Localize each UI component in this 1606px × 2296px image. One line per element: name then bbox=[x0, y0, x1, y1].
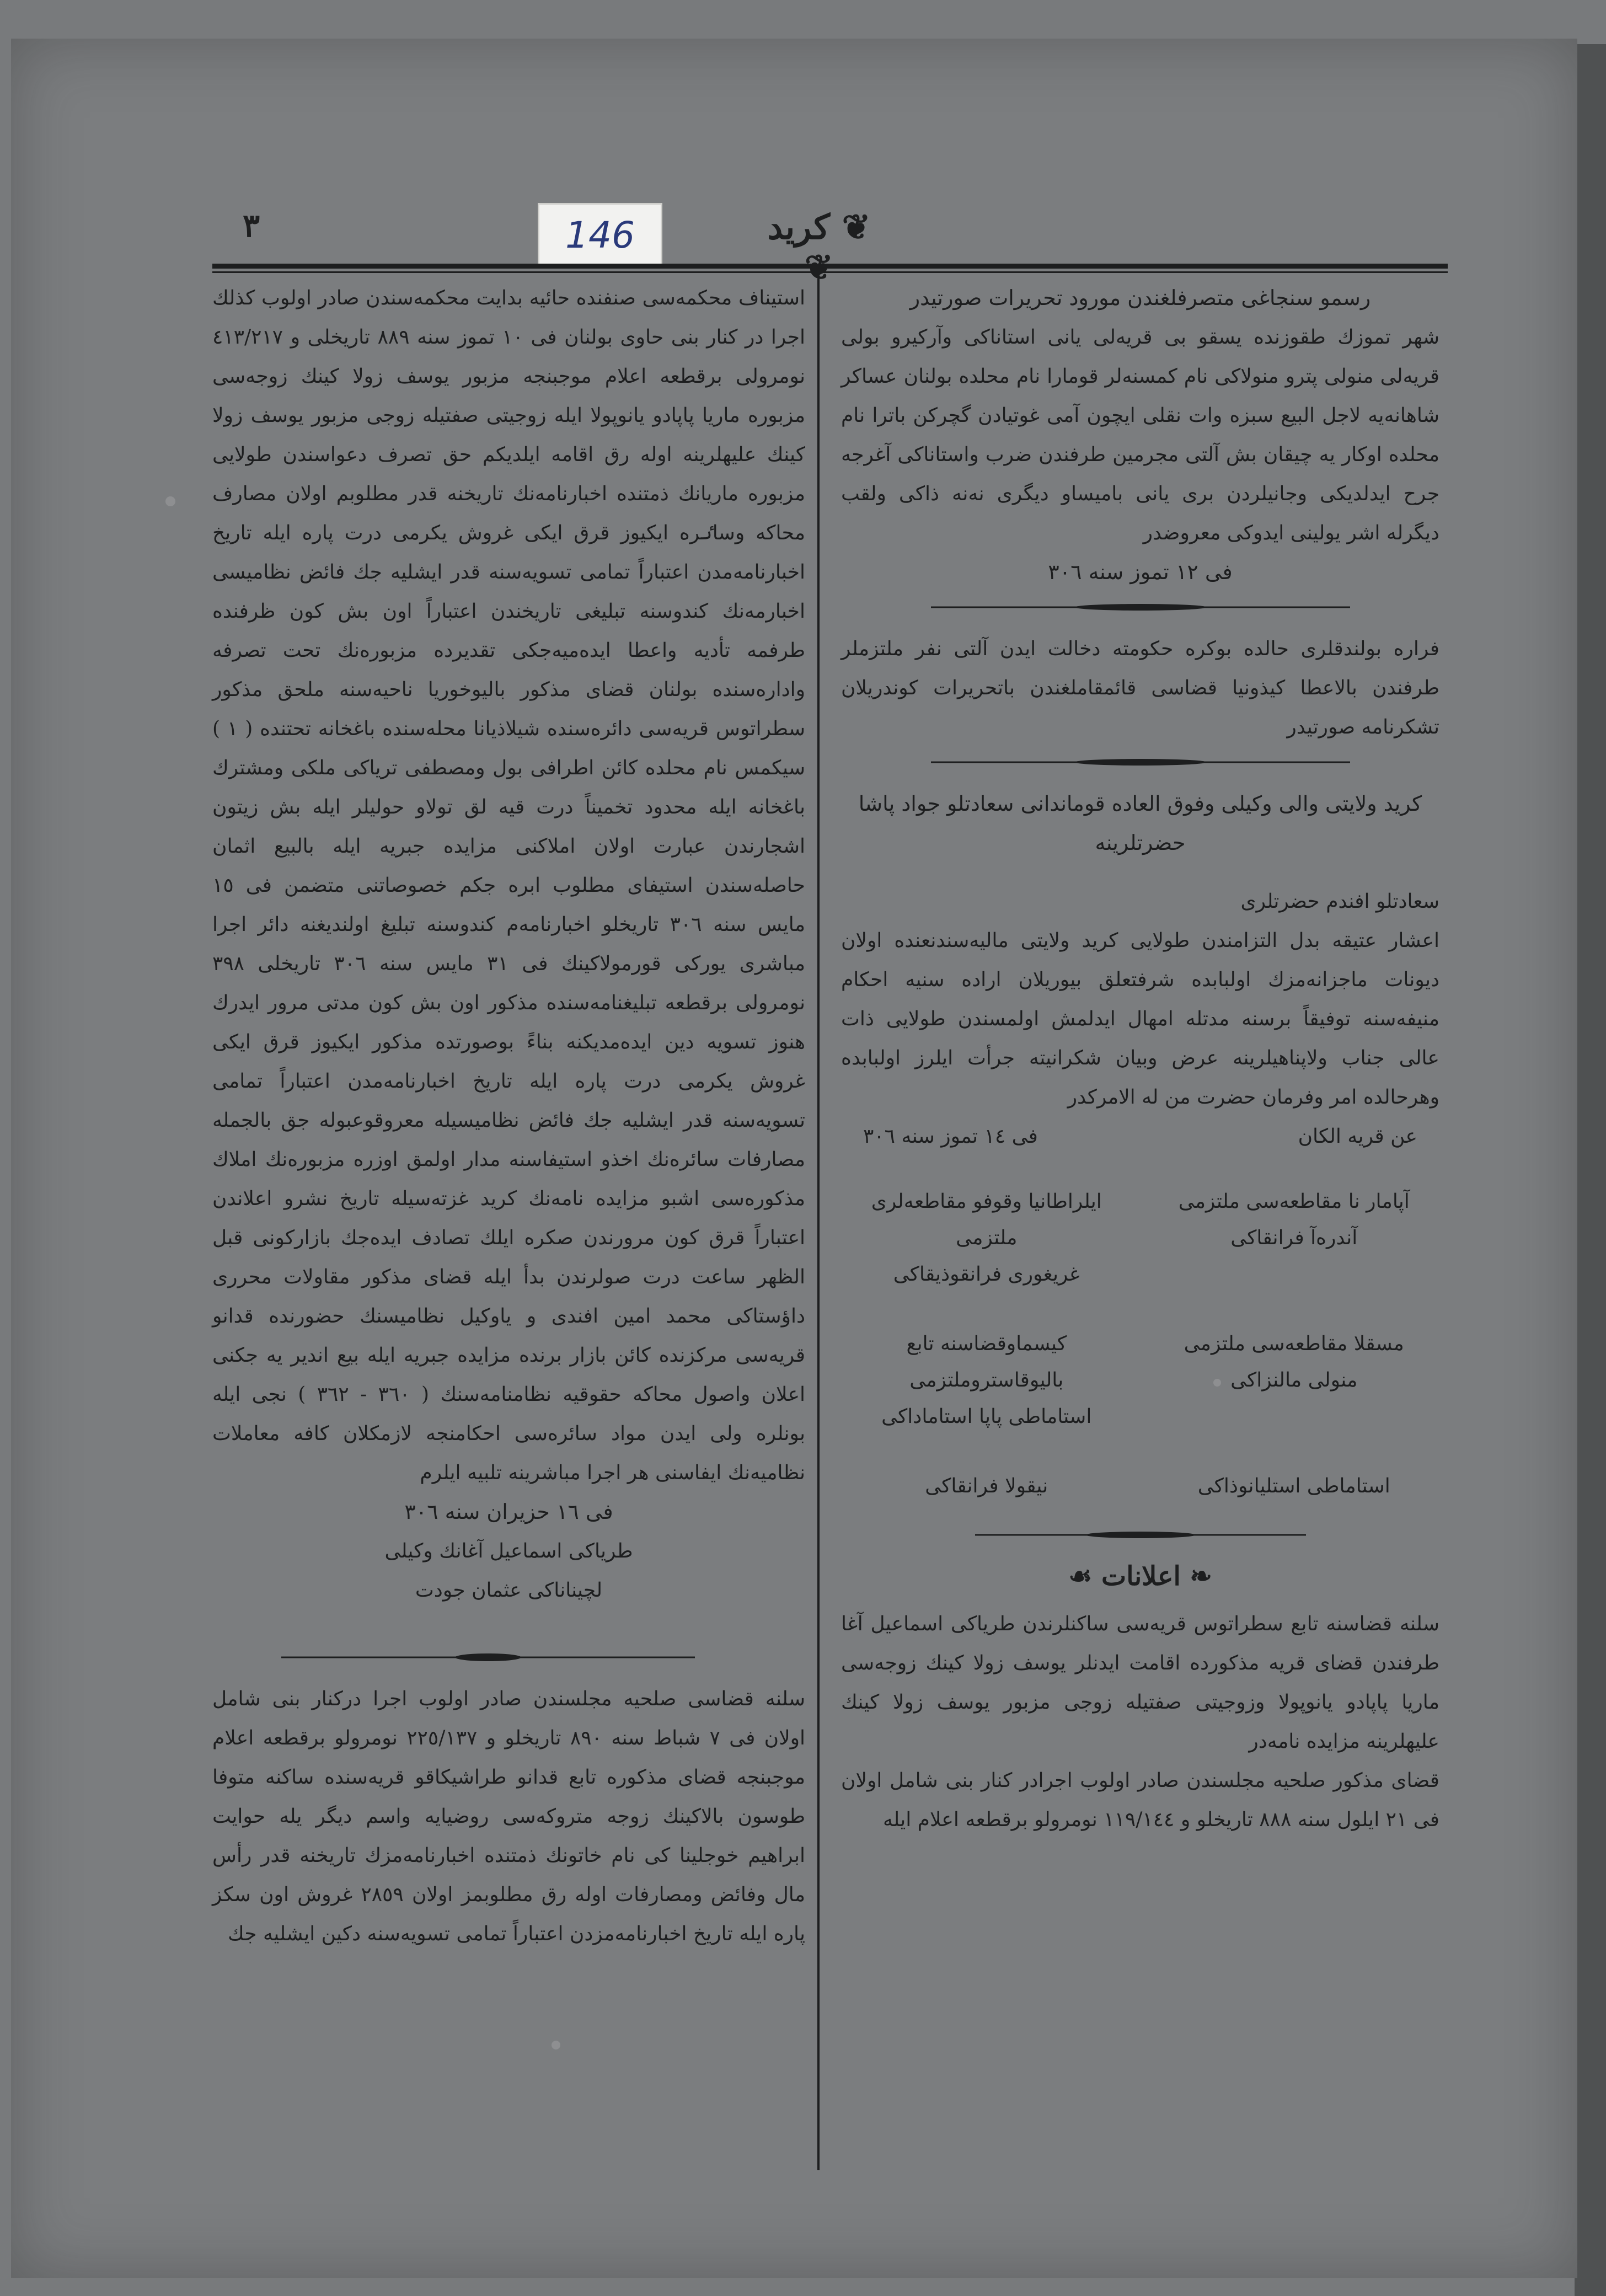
header-rule-thin bbox=[212, 271, 1448, 273]
page-number: ٣ bbox=[243, 207, 260, 244]
right-column bbox=[841, 279, 1439, 1839]
article-date: فی ١٦ حزيران سنه ٣٠٦ bbox=[404, 1500, 613, 1524]
article-body: شهر تموزك طقوزنده يسقو بی قريه‌لی يانی استاناكی وآركيرو بولی قريه‌لی منولی پترو منولاكی نام كمسنه‌لر قومارا نام محلده بولنان عساكر شاهانه‌يه لاجل البيع سبزه وات نقلی ايچون آمی غوتيادن گچركن باترا نام محلده اوكار يه چيقان بش آلتی مجرمين طرفندن ضرب واستاناكی آغرجه جرح ايدلديكی وجانيلردن بری يانی باميساو ديگری نه‌نه ذاكی ولقب ديگرله اشر يولينی ايدوكی معروضدر bbox=[841, 326, 1439, 544]
article-body: سلنه قضاسی صلحيه مجلسندن صادر اولوب اجرا دركنار بنی شامل اولان فی ٧ شباط سنه ٨٩٠ تاريخلو و ٢٢٥/١٣٧ نومرولو برقطعه اعلام موجبنجه قضای مذكوره تابع قدانو طراشيكاقو قريه‌سنده ساكنه متوفا طوسون بالاكينك زوجه متروكه‌سی روضيايه واسم ديگر يله حوايت ابراهيم خوجلينا كی نام خاتونك ذمتنده اخبارنامه‌مزك تاريخنه قدر رأس مال وفائض ومصارفات اوله رق مطلوبمز اولان ٢٨٥٩ غروش اون سكز پاره ايله تاريخ اخبارنامه‌مزدن اعتباراً تمامی تسويه‌سنه دكين ايشليه جك bbox=[212, 1688, 806, 1945]
announcement-body: سلنه قضاسنه تابع سطراتوس قريه‌سی ساكنلرندن طرياكی اسماعيل آغا طرفندن قضای قريه مذكورده اقامت ايدنلر يوسف زولا كينك زوجه‌سی ماريا پاپادو يانوپولا وزوجيتی صفتيله زوجی مزبور يوسف زولا كينك عليهلرينه مزايده نامه‌در bbox=[841, 1613, 1439, 1753]
letter-salutation: سعادتلو افندم حضرتلری bbox=[1240, 890, 1439, 913]
scan-edge bbox=[1575, 44, 1606, 2296]
stamp-number: 146 bbox=[565, 213, 635, 256]
announcements-title-text: اعلانات bbox=[1101, 1561, 1181, 1592]
signature-name: استاماطی استليانوذاكی bbox=[1197, 1475, 1390, 1497]
masthead-ornament-icon: ❦ bbox=[829, 207, 871, 247]
paper-spot bbox=[552, 2041, 560, 2049]
letter-body: اعشار عتيقه بدل التزامندن طولايی كريد ولايتی ماليه‌سندنعنده اولان ديونات ماجزانه‌مزك اولبابده شرفتعلق بيوريلان اراده سنيه احكام منيفه‌سنه توفيقاً برسنه مدتله امهال ايدلمش اولمسندن طولايی ذات عالی جناب ولاپناهيلرينه عرض وبيان شكرانيته جرأت ايلرز اولبابده وهرحالده امر وفرمان حضرت من له الامركدر bbox=[841, 929, 1439, 1109]
signature-block bbox=[841, 1468, 1132, 1505]
signature-title: طرياكی اسماعيل آغانك وكيلی bbox=[384, 1540, 633, 1562]
left-column bbox=[212, 279, 805, 1610]
letter-date: فی ١٤ تموز سنه ٣٠٦ bbox=[863, 1125, 1038, 1148]
signature-name: استاماطی پاپا استاماداكی bbox=[881, 1405, 1092, 1428]
letter-origin: عن قريه الكان bbox=[1298, 1125, 1417, 1148]
column-divider bbox=[817, 279, 820, 2170]
divider-ornament-icon bbox=[931, 757, 1350, 768]
paper-spot bbox=[165, 496, 175, 506]
signature-title: كيسماوقضاسنه تابع باليوقاستروملتزمی bbox=[906, 1332, 1067, 1391]
masthead-title bbox=[756, 207, 882, 287]
signature-name: غريغوری فرانقوذيقاكی bbox=[893, 1263, 1080, 1286]
announcements-title bbox=[841, 1557, 1439, 1596]
signature-name: لچيناناكی عثمان جودت bbox=[415, 1579, 603, 1602]
signature-block bbox=[841, 1326, 1132, 1435]
article-body: استيناف محكمه‌سی صنفنده حائيه بدايت محكمه‌سندن صادر اولوب كذلك اجرا در كنار بنی حاوی بولنان فی ١٠ تموز سنه ٨٨٩ تاريخلی و ٤١٣/٢١٧ نومرولی برقطعه اعلام موجبنجه مزبور يوسف زولا كينك زوجه‌سی مزبوره ماريا پاپادو يانوپولا ايله زوجيتی صفتيله زوجی مزبور يوسف زولا كينك عليهلرينه اوله رق اقامه ايلديكم حق تصرف دعواسندن طولايی مزبوره ماريانك ذمتنده اخبارنامه‌نك تاريخنه قدر مطلوبم اولان مصارف محاكه وساٸره ايكيوز قرق ايكی غروش يكرمی درت پاره ايله تاريخ اخبارنامه‌مدن اعتباراً تمامی تسويه‌سنه قدر ايشليه جك فائض نظاميسی اخبارمه‌نك كندوسنه تبليغی تاريخندن اعتباراً اون بش كون ظرفنده طرفمه تأديه واعطا ايده‌ميه‌جكی تقديرده مزبوره‌نك تحت تصرفه واداره‌سنده بولنان قضای مذكور باليوخوريا ناحيه‌سنه ملحق مذكور سطراتوس قريه‌سی دائره‌سنده شيلاذيانا محله‌سنده باغخانه تحتنده ( ١ ) سيكمس نام محلده كائن اطرافی بول ومصطفی ترياكی ملكی ومشترك باغخانه ايله محدود تخميناً درت قيه لق تولاو حوليلر ايله بش زيتون اشجارندن عبارت اولان املاكنی مزايده جبريه ايله بالبيع اثمان حاصله‌سندن استيفای مطلوب ابره جكم خصوصاتنی متضمن فی ١٥ مايس سنه ٣٠٦ تاريخلو اخبارنامه‌م كندوسنه تبليغ اولندیغنه دائر اجرا مباشری يوركی قورمولاكينك فی ٣١ مايس سنه ٣٠٦ تاريخلی ٣٩٨ نومرولی برقطعه تبليغنامه‌سنده مذكور اون بش كون مدتی مرور ايدرك هنوز تسويه دين ايده‌مديكنه بناءً بوصورتده مذكور ايكيوز قرق ايكی غروش يكرمی درت پاره ايله تاريخ اخبارنامه‌مدن اعتباراً تمامی تسويه‌سنه قدر ايشليه جك فائض نظاميسيله معروقوعبوله جق بالجمله مصارفات سائره‌نك اخذو استيفاسنه مدار اولمق اوزره مزبوره‌نك املاك مذكوره‌سی اشبو مزايده نامه‌نك كريد غزته‌سيله تاريخ نشرو اعلاندن اعتباراً قرق كون مرورندن صكره ايلك تصادف ايده‌جك بازاركونی قبل الظهر ساعت درت صولرندن بدأ ايله قضای مذكور مقاولات محرری داؤستاكی محمد امين افندی و ياوكيل نظاميسنك حضورنده قدانو قريه‌سی مركزنده كائن بازار برنده مزايده جبريه ايله بيع اندير يه جكنی اعلان واصول محاكه حقوقيه نظامنامه‌سنك ( ٣٦٠ - ٣٦٢ ) نجی ايله بونلره ولی ايدن مواد سائره‌سی احكامنجه لازمكلان كافه معاملات نظاميه‌نك ايفاسنی هر اجرا مباشرينه تلبيه ايلرم bbox=[212, 287, 806, 1484]
divider-ornament-icon bbox=[931, 602, 1350, 613]
header-rule bbox=[212, 264, 1448, 269]
signature-block bbox=[1149, 1326, 1440, 1435]
archive-stamp bbox=[538, 203, 662, 267]
signature-block bbox=[1149, 1468, 1440, 1505]
announcement-body: قضای مذكور صلحيه مجلسندن صادر اولوب اجرادر كنار بنی شامل اولان فی ٢١ ايلول سنه ٨٨٨ تاريخلو و ١١٩/١٤٤ نومرولو برقطعه اعلام ايله bbox=[841, 1769, 1440, 1831]
letter-addressee: كريد ولايتی والی وكيلی وفوق العاده قوماندانی سعادتلو جواد پاشا حضرتلرينه bbox=[858, 791, 1422, 855]
left-bottom-column bbox=[212, 1679, 805, 1954]
article-heading: رسمو سنجاغی متصرفلغندن مورود تحريرات صورتيدر bbox=[909, 286, 1371, 310]
article-date: فی ١٢ تموز سنه ٣٠٦ bbox=[1048, 560, 1233, 584]
signature-title: ايلراطانيا وقوفو مقاطعه‌لری ملتزمی bbox=[871, 1190, 1102, 1249]
flourish-icon: ☙ bbox=[1068, 1561, 1101, 1592]
signature-block bbox=[1149, 1184, 1440, 1293]
masthead-text: کريد bbox=[767, 207, 830, 247]
flourish-icon: ❧ bbox=[1180, 1561, 1212, 1592]
signature-block bbox=[841, 1184, 1132, 1293]
signature-grid bbox=[841, 1184, 1439, 1505]
signature-name: منولی مالنزاكی bbox=[1230, 1369, 1358, 1391]
signature-name: نيقولا فرانقاكی bbox=[925, 1475, 1048, 1497]
signature-name: آندره‌آ فرانقاكی bbox=[1230, 1227, 1358, 1249]
divider-ornament-icon bbox=[281, 1652, 695, 1663]
article-body: فراره بولندقلری حالده بوكره حكومته دخالت ايدن آلتی نفر ملتزملر طرفندن بالاعطا كيذونيا قضاسی قائمقاملغندن باتحريرات كوندريلان تشكرنامه صورتيدر bbox=[841, 638, 1439, 738]
signature-title: آپامار نا مقاطعه‌سی ملتزمی bbox=[1178, 1190, 1410, 1213]
divider-ornament-icon bbox=[975, 1529, 1306, 1540]
signature-title: مسقلا مقاطعه‌سی ملتزمی bbox=[1184, 1332, 1404, 1355]
